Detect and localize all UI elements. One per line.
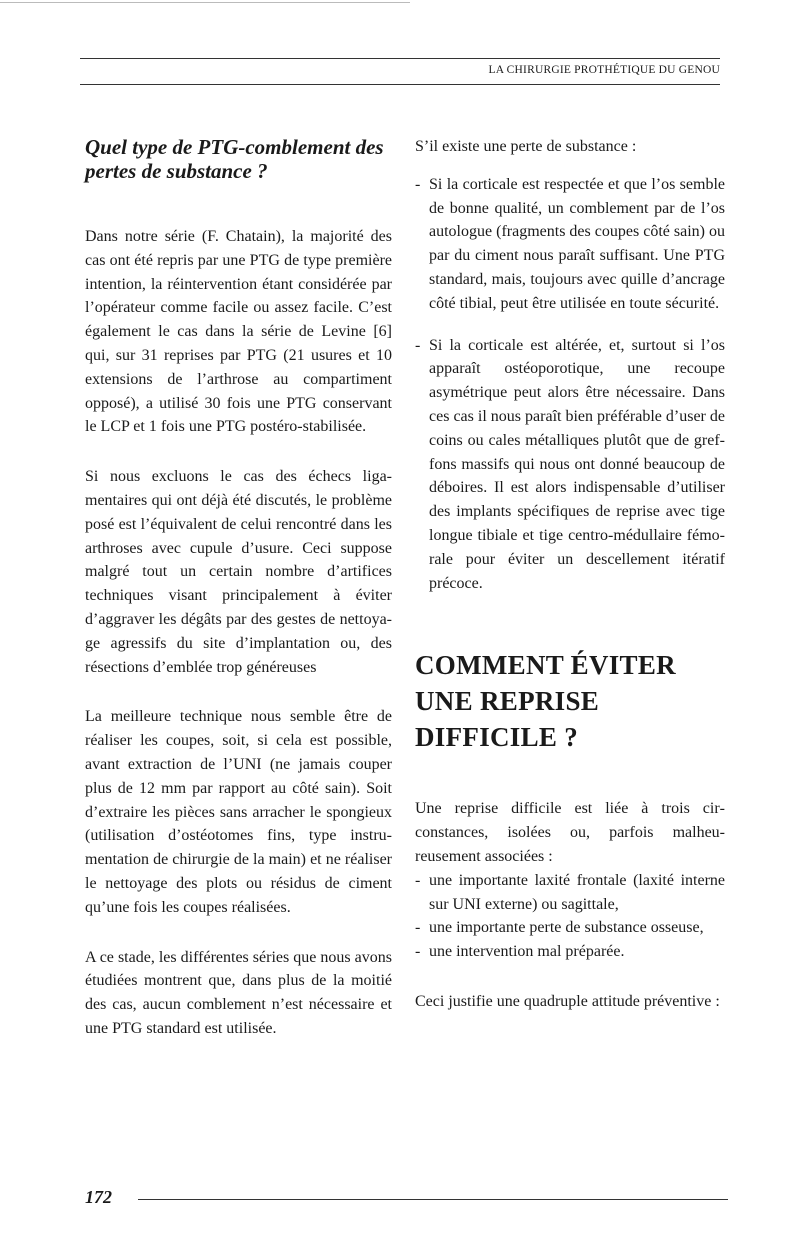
bullet-list [415,173,725,596]
paragraph: Dans notre série (F. Chatain), la majorité des cas ont été repris par une PTG de type première intention, la réintervention étant considérée par l’opérateur comme facile ou assez facile. C’est également le cas dans la série de Levine [6] qui, sur 31 reprises par PTG (21 usures et 10 extensions de l’arthrose au compartiment opposé), a utilisé 30 fois une PTG conservant le LCP et 1 fois une PTG postéro-stabilisée. [85,228,392,436]
left-column [85,135,392,1067]
section-title: Quel type de PTG-comblement des pertes de substance ? [85,135,384,183]
footer-rule [138,1199,728,1200]
paragraph: Une reprise difficile est liée à trois circonstances, isolées ou, parfois malheureusement associées : [415,800,725,865]
intro-line: S’il existe une perte de substance : [415,138,637,155]
header-rule-top [80,58,720,59]
paragraph: A ce stade, les différentes séries que nous avons étudiées montrent que, dans plus de la moitié des cas, aucun comblement n’est nécessaire et une PTG standard est utilisée. [85,948,392,1037]
right-column [415,135,725,1040]
paragraph: Ceci justifie une quadruple attitude préventive : [415,992,720,1010]
circumstances-list [415,869,725,964]
chapter-heading: COMMENT ÉVITER UNE REPRISE DIFFICILE ? [415,650,676,753]
list-item: - une intervention mal préparée. [415,940,725,964]
list-item: - une importante perte de substance osseuse, [415,916,725,940]
top-edge-rule [0,2,410,3]
list-item: - Si la corticale est respectée et que l’os semble de bonne qualité, un comblement par de l’os autologue (fragments des coupes côté sain) ou par du ciment nous paraît suffisant. Une PTG standard, mais, toujours avec quille d’ancrage côté tibial, peut être utilisée en toute sécurité. [415,173,725,316]
paragraph: Si nous excluons le cas des échecs ligamentaires qui ont déjà été discutés, le problème posé est l’équivalent de celui rencontré dans les arthroses avec cupule d’usure. Ceci suppose malgré tout un certain nombre d’artifices techniques visant principalement à éviter d’aggraver les dégâts par des gestes de nettoyage agressifs du site d’implantation ou, des résections d’emblée trop généreuses [85,468,392,676]
page-number: 172 [85,1187,112,1207]
list-item: - une importante laxité frontale (laxité interne sur UNI externe) ou sagittale, [415,869,725,917]
running-header: LA CHIRURGIE PROTHÉTIQUE DU GENOU [488,64,720,76]
paragraph: La meilleure technique nous semble être de réaliser les coupes, soit, si cela est possible, avant extraction de l’UNI (ne jamais couper plus de 12 mm par rapport au côté sain). Soit d’extraire les pièces sans arracher le spongieux (utilisation d’ostéotomes fins, type instrumentation de chirurgie de la main) et ne réaliser le nettoyage des plots ou résidus de ciment qu’une fois les coupes réalisées. [85,708,392,916]
list-item: - Si la corticale est altérée, et, surtout si l’os apparaît ostéoporotique, une recoupe asymétrique peut alors être nécessaire. Dans ces cas il nous paraît bien préférable d’user de coins ou cales métalliques plutôt que de greffons massifs qui nous ont donné beaucoup de déboires. Il est alors indispensable d’utiliser des implants spécifiques de reprise avec tige longue tibiale et tige centro-médullaire fémorale pour éviter un descellement itératif précoce. [415,334,725,596]
header-rule-bottom [80,84,720,85]
